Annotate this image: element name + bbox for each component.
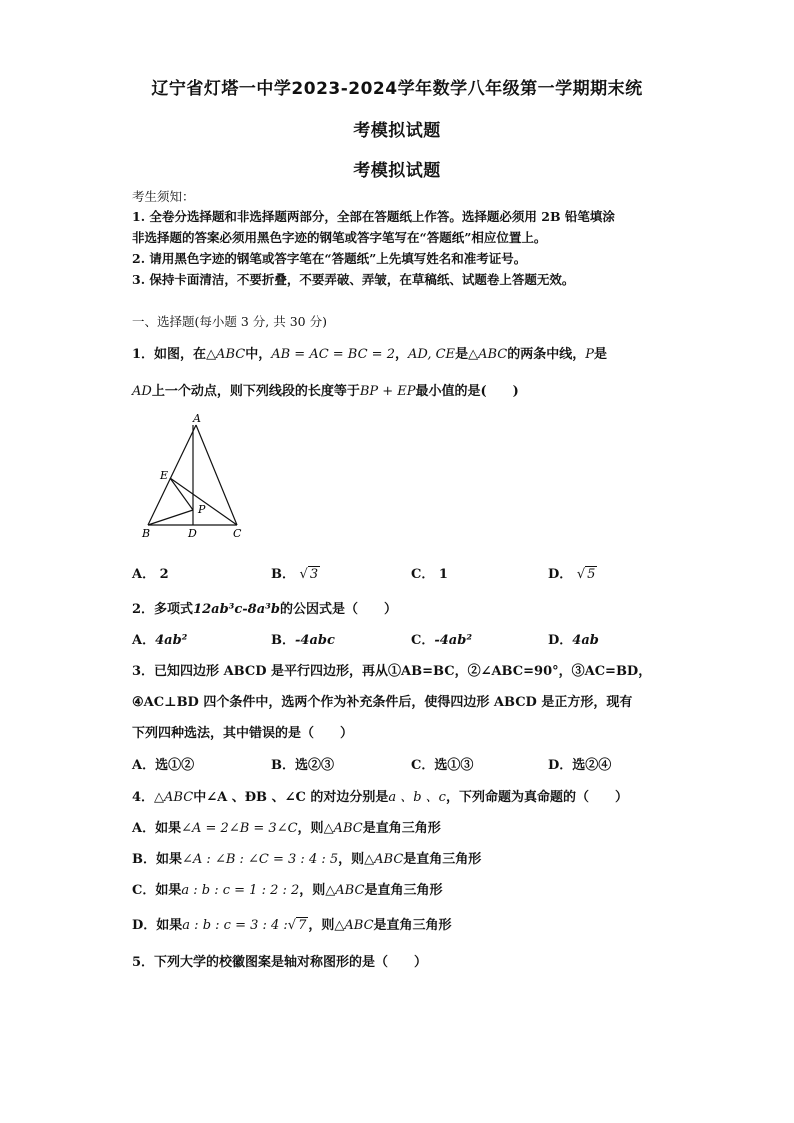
section-heading: 一、选择题(每小题 3 分, 共 30 分)	[132, 314, 327, 329]
page-title-repeat: 考模拟试题	[353, 161, 441, 181]
figure-label-p: P	[198, 503, 206, 516]
q3-option-d[interactable]: D．选②④	[548, 758, 612, 773]
page-title-continued: 考模拟试题	[353, 121, 441, 141]
triangle-figure	[140, 412, 250, 542]
notice-item: 1. 全卷分选择题和非选择题两部分，全部在答题纸上作答。选择题必须用 2B 铅笔填涂	[132, 209, 615, 224]
question-2-stem: 2．多项式12ab³c-8a³b的公因式是（ ）	[132, 602, 397, 617]
q1-option-c[interactable]: C． 1	[411, 567, 448, 582]
page-title: 辽宁省灯塔一中学2023-2024学年数学八年级第一学期期末统	[151, 79, 643, 99]
q4-option-b[interactable]: B．如果∠A : ∠B : ∠C = 3 : 4 : 5，则△ABC是直角三角形	[132, 852, 482, 867]
question-1-stem-line2: AD上一个动点，则下列线段的长度等于BP + EP最小值的是( )	[132, 384, 519, 399]
question-3-stem-line1: 3．已知四边形 ABCD 是平行四边形，再从①AB=BC，②∠ABC=90°，③AC=BD，	[132, 664, 652, 679]
q2-option-c[interactable]: C．-4ab²	[411, 633, 473, 648]
q3-option-c[interactable]: C．选①③	[411, 758, 474, 773]
q2-option-a[interactable]: A．4ab²	[132, 633, 188, 648]
question-1-stem-line1: 1．如图，在△ABC中，AB = AC = BC = 2，AD, CE是△ABC的两条中线，P是	[132, 347, 607, 362]
figure-label-e: E	[160, 469, 169, 482]
q1-option-d[interactable]: D． √ 5	[548, 567, 596, 582]
q4-option-d[interactable]: D．如果a : b : c = 3 : 4 :√ 7 ，则△ABC是直角三角形	[132, 918, 452, 933]
q4-option-c[interactable]: C．如果a : b : c = 1 : 2 : 2，则△ABC是直角三角形	[132, 883, 443, 898]
q1-option-b[interactable]: B． √ 3	[271, 567, 319, 582]
q2-option-b[interactable]: B．-4abc	[271, 633, 335, 648]
figure-label-d: D	[188, 527, 197, 540]
figure-label-a: A	[193, 412, 201, 425]
notice-item: 2. 请用黑色字迹的钢笔或答字笔在“答题纸”上先填写姓名和准考证号。	[132, 251, 527, 266]
question-4-stem: 4．△ABC中∠A 、ÐB 、∠C 的对边分别是a 、b 、c，下列命题为真命题的（ ）	[132, 790, 628, 805]
notice-heading: 考生须知：	[132, 189, 195, 204]
question-3-stem-line2: ④AC⊥BD 四个条件中，选两个作为补充条件后，使得四边形 ABCD 是正方形，现有	[132, 695, 633, 710]
q4-option-a[interactable]: A．如果∠A = 2∠B = 3∠C，则△ABC是直角三角形	[132, 821, 441, 836]
question-5-stem: 5．下列大学的校徽图案是轴对称图形的是（ ）	[132, 955, 428, 970]
q3-option-b[interactable]: B．选②③	[271, 758, 335, 773]
figure-label-b: B	[142, 527, 151, 540]
question-3-stem-line3: 下列四种选法，其中错误的是（ ）	[132, 726, 354, 741]
q1-option-a[interactable]: A． 2	[132, 567, 169, 582]
q3-option-a[interactable]: A．选①②	[132, 758, 195, 773]
q2-option-d[interactable]: D．4ab	[548, 633, 599, 648]
notice-item: 非选择题的答案必须用黑色字迹的钢笔或答字笔写在“答题纸”相应位置上。	[132, 230, 547, 245]
notice-item: 3. 保持卡面清洁，不要折叠，不要弄破、弄皱，在草稿纸、试题卷上答题无效。	[132, 272, 575, 287]
figure-label-c: C	[233, 527, 242, 540]
